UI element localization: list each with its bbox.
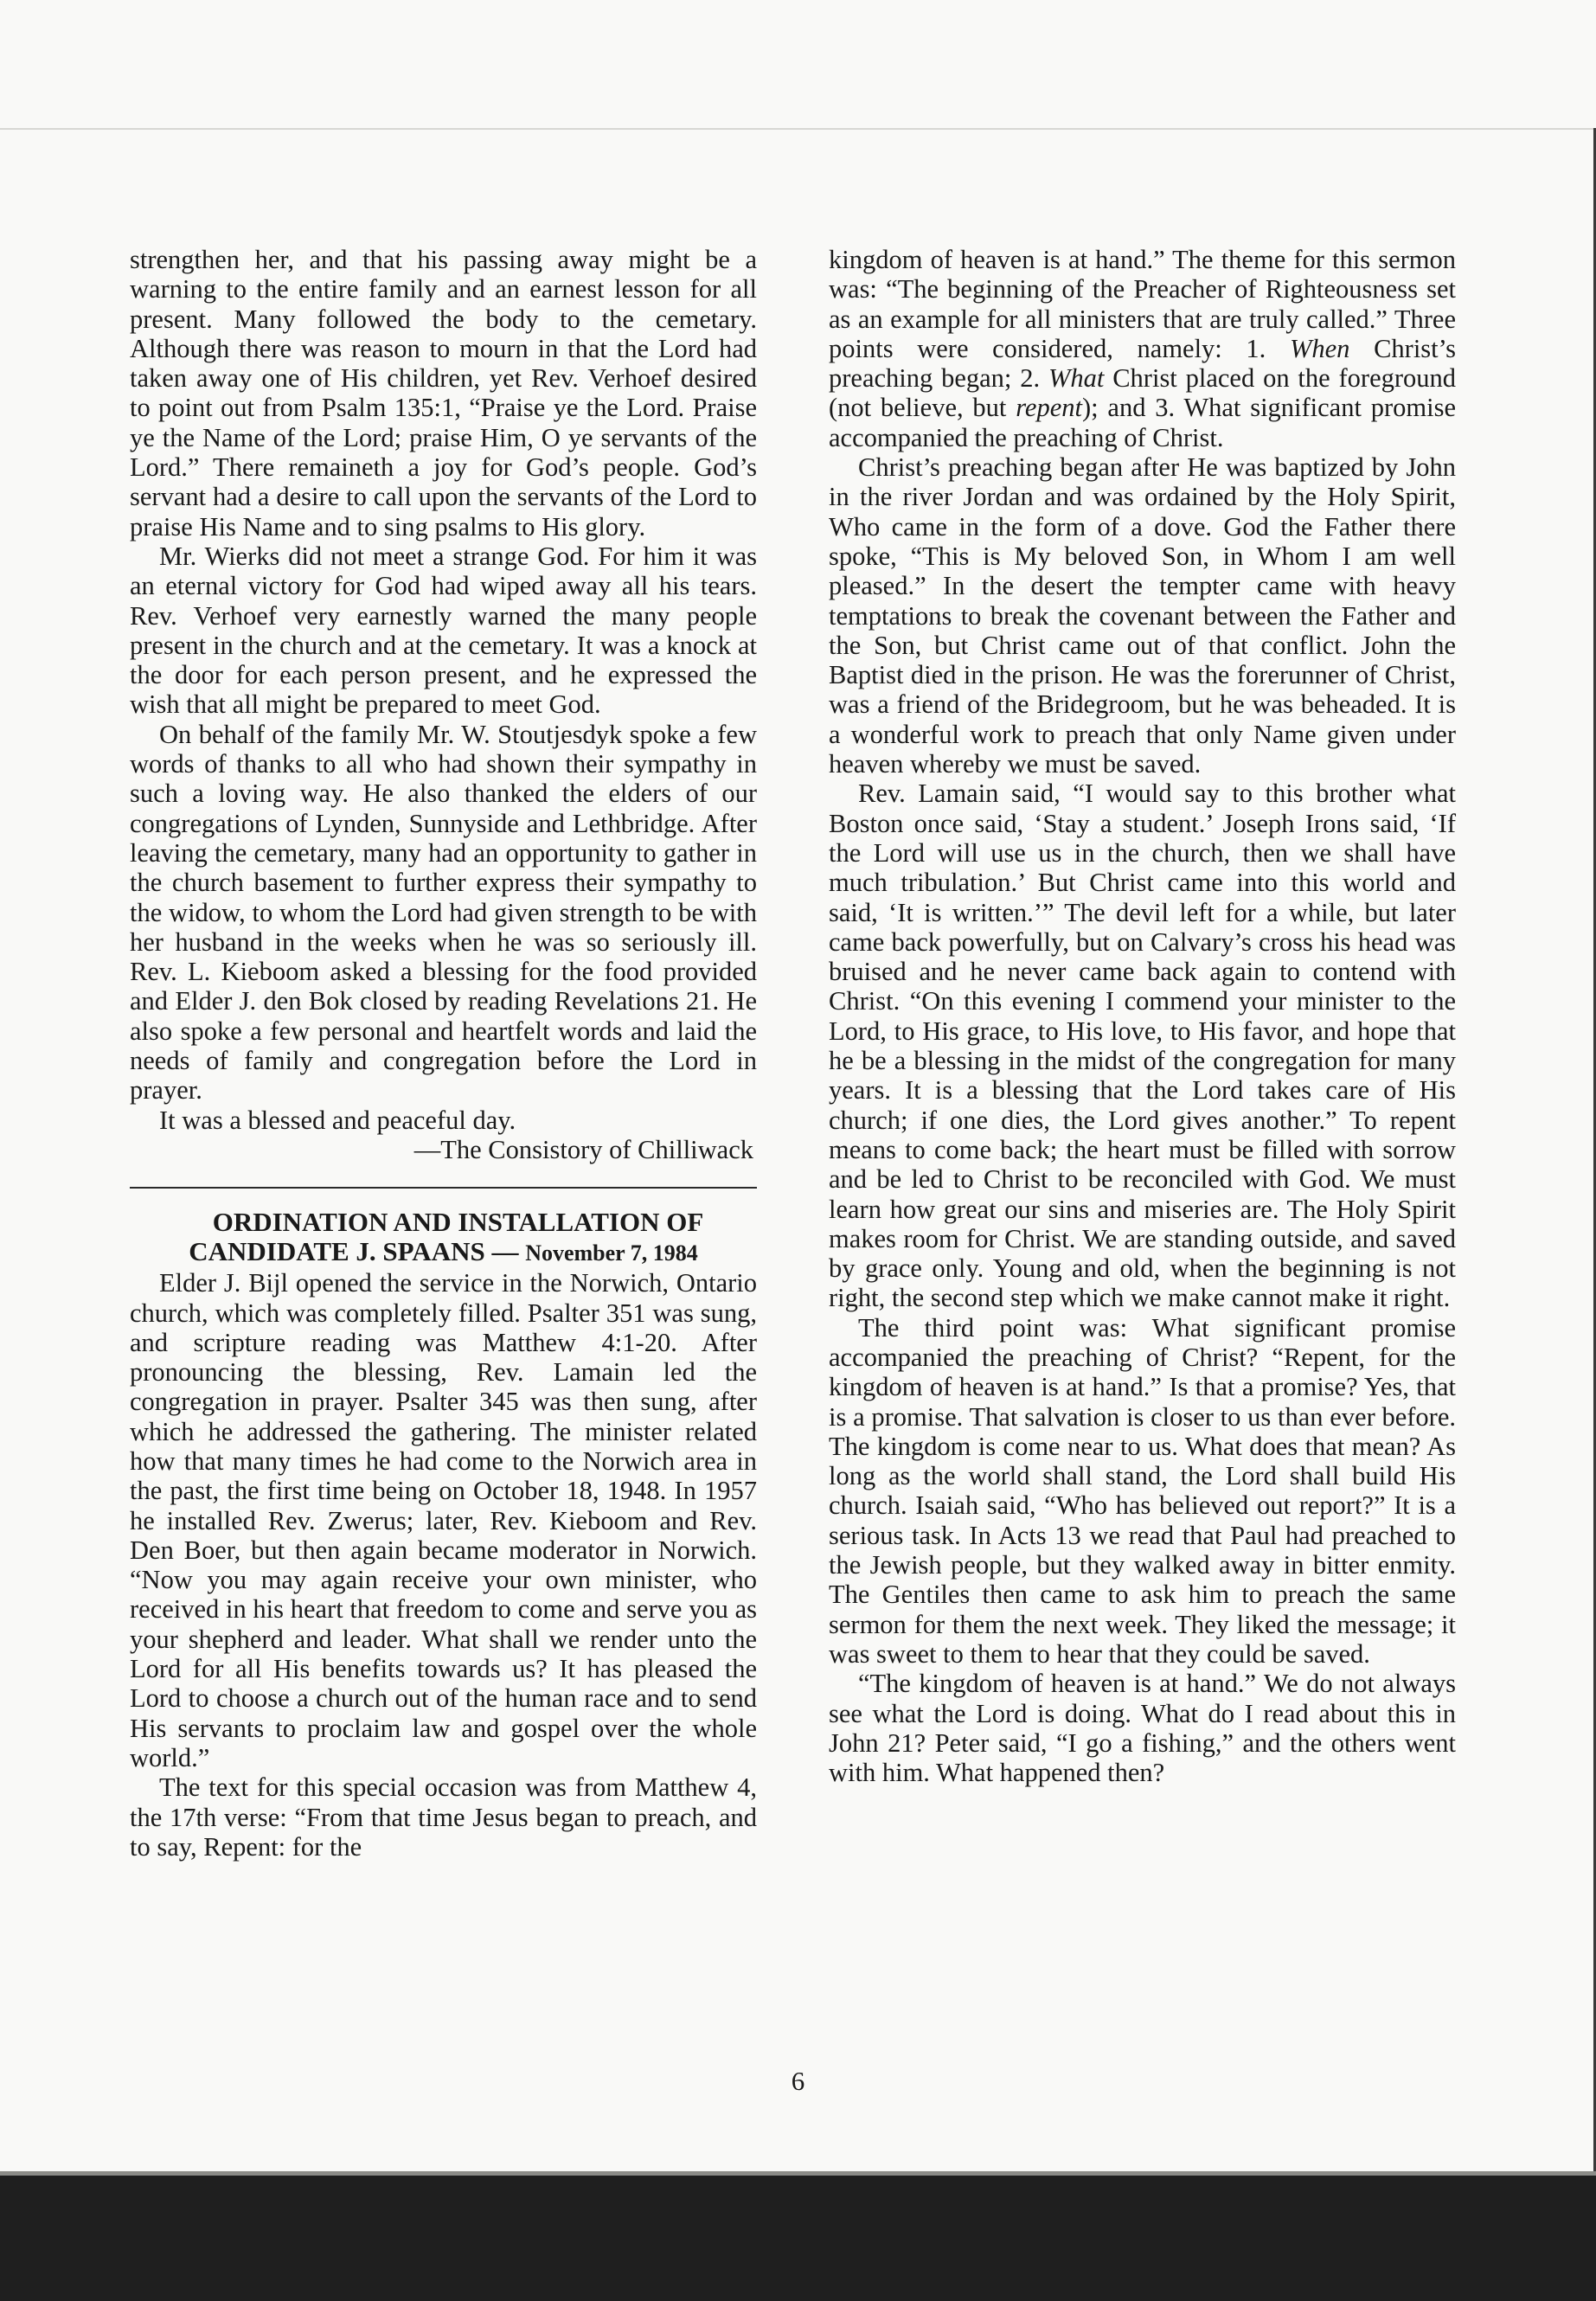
paragraph: Elder J. Bijl opened the service in the Norwich, Ontario church, which was completely filled. Psalter 351 was sung, and scripture reading was Matthew 4:1-20. After pronouncing the blessing, Rev. Lamain led the congregation in prayer. Psalter 345 was then sung, after which he addressed the gathering. The minister related how that many times he had come to the Norwich area in the past, the first time being on October 18, 1948. In 1957 he installed Rev. Zwerus; later, Rev. Kieboom and Rev. Den Boer, but then again became moderator in Norwich. “Now you may again receive your own minister, who received in his heart that freedom to come and serve you as your shepherd and leader. What shall we render unto the Lord for all His benefits towards us? It has pleased the Lord to choose a church out of the human race and to send His servants to proclaim law and gospel over the whole world.” [130,1268,757,1772]
article-heading [130,1208,757,1268]
left-column [130,245,757,1862]
page-number: 6 [791,2066,805,2096]
text-run: Christ’s preaching began; 2. [829,333,1456,394]
text-run: ); and 3. What significant promise accompanied the preaching of Christ. [829,393,1456,452]
paragraph: It was a blessed and peaceful day. [159,1105,516,1135]
right-column [829,245,1456,1787]
heading-line-1: ORDINATION AND INSTALLATION OF [212,1207,704,1238]
paragraph [829,245,1456,452]
signature: —The Consistory of Chilliwack [413,1134,753,1164]
paragraph: Christ’s preaching began after He was baptized by John in the river Jordan and was ordained by the Holy Spirit, Who came in the form of a dove. God the Father there spoke, “This is My beloved Son, in Whom I am well pleased.” In the desert the tempter came with heavy temptations to break the covenant between the Father and the Son, but Christ came out of that conflict. John the Baptist died in the prison. He was the forerunner of Christ, was a friend of the Bridegroom, but he was beheaded. It is a wonderful work to preach that only Name given under heaven whereby we must be saved. [829,452,1456,779]
emphasis: What [1048,363,1105,394]
paragraph: “The kingdom of heaven is at hand.” We do not always see what the Lord is doing. What do I read about this in John 21? Peter said, “I go a fishing,” and the others went with him. What happened then? [829,1669,1456,1788]
text-run: kingdom of heaven is at hand.” The theme for this sermon was: “The beginning of the Preacher of Righteousness set as an example for all ministers that are truly called.” Three points were considered, namely: 1. [829,245,1456,363]
heading-date: November 7, 1984 [525,1240,698,1266]
paragraph: The third point was: What significant promise accompanied the preaching of Christ? “Repent, for the kingdom of heaven is at hand.” Is that a promise? Yes, that is a promise. That salvation is closer to us than ever before. The kingdom is come near to us. What does that mean? As long as the world shall stand, the Lord shall build His church. Isaiah said, “Who has believed out report?” It is a serious task. In Acts 13 we read that Paul had preached to the Jewish people, but they walked away in bitter enmity. The Gentiles then came to ask him to preach the same sermon for them the next week. They liked the message; it was sweet to them to hear that they could be saved. [829,1312,1456,1669]
heading-line-2: CANDIDATE J. SPAANS — [189,1236,519,1267]
section-divider [130,1187,757,1189]
paragraph: On behalf of the family Mr. W. Stoutjesdyk spoke a few words of thanks to all who had shown their sympathy in such a loving way. He also thanked the elders of our congregations of Lynden, Sunnyside and Lethbridge. After leaving the cemetary, many had an opportunity to gather in the church basement to further express their sympathy to the widow, to whom the Lord had given strength to be with her husband in the weeks when he was so seriously ill. Rev. L. Kieboom asked a blessing for the food provided and Elder J. den Bok closed by reading Revelations 21. He also spoke a few personal and heartfelt words and laid the needs of family and congregation before the Lord in prayer. [130,719,757,1106]
paragraph: The text for this special occasion was from Matthew 4, the 17th verse: “From that time Jesus began to preach, and to say, Repent: for the [130,1772,757,1862]
paragraph: Rev. Lamain said, “I would say to this brother what Boston once said, ‘Stay a student.’ Joseph Irons said, ‘If the Lord will use us in the church, then we shall have much tribulation.’ But Christ came into this world and said, ‘It is written.’” The devil left for a while, but later came back powerfully, but on Calvary’s cross his head was bruised and he never came back again to contend with Christ. “On this evening I commend your minister to the Lord, to His grace, to His love, to His favor, and hope that he be a blessing in the midst of the congregation for many years. It is a blessing that the Lord takes care of His church; if one dies, the Lord gives another.” To repent means to come back; the heart must be filled with sorrow and be led to Christ to be reconciled with God. We must learn how great our sins and miseries are. The Holy Spirit makes room for Christ. We are standing outside, and saved by grace only. Young and old, when the beginning is not right, the second step which we make cannot make it right. [829,779,1456,1313]
paragraph: Mr. Wierks did not meet a strange God. For him it was an eternal victory for God had wiped away all his tears. Rev. Verhoef very earnestly warned the many people present in the church and at the cemetary. It was a knock at the door for each person present, and he expressed the wish that all might be prepared to meet God. [130,541,757,720]
text-run: Christ placed on the foreground (not believe, but [829,363,1457,423]
emphasis: When [1289,333,1350,363]
scan-bottom-band [0,2176,1596,2301]
paragraph: strengthen her, and that his passing away might be a warning to the entire family and an earnest lesson for all present. Many followed the body to the cemetary. Although there was reason to mourn in that the Lord had taken away one of His children, yet Rev. Verhoef desired to point out from Psalm 135:1, “Praise ye the Lord. Praise ye the Name of the Lord; praise Him, O ye servants of the Lord.” There remaineth a joy for God’s people. God’s servant had a desire to call upon the servants of the Lord to praise His Name and to sing psalms to His glory. [130,245,757,542]
emphasis: repent [1016,393,1082,423]
scan-top-edge [0,128,1596,130]
